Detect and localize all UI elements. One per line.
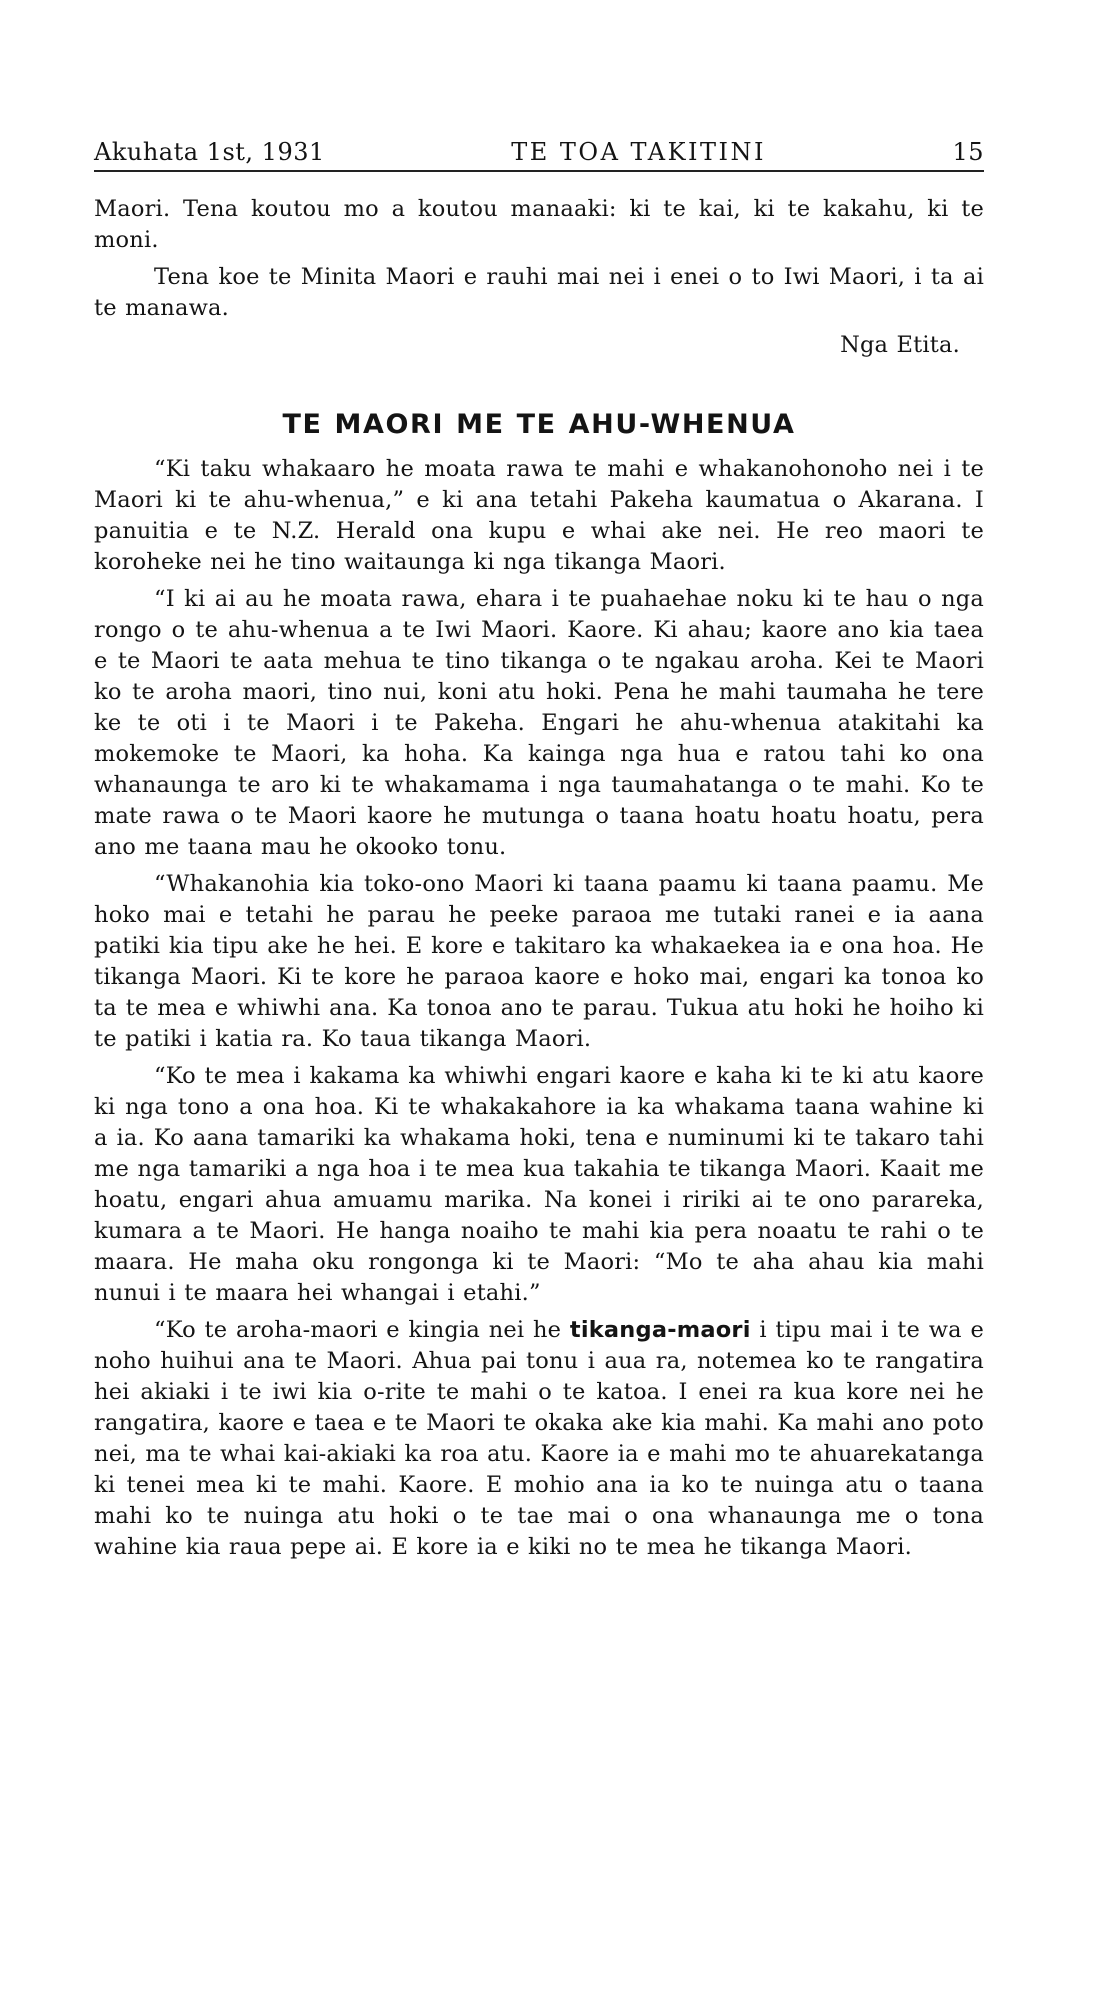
page-body xyxy=(94,194,984,1563)
publication-title: TE TOA TAKITINI xyxy=(511,138,766,166)
article-heading: TE MAORI ME TE AHU-WHENUA xyxy=(282,409,796,440)
intro-paragraph-1: Maori. Tena koutou mo a koutou manaaki: ki te kai, ki te kakahu, ki te moni. xyxy=(94,196,984,253)
article-paragraph-1: “Ki taku whakaaro he moata rawa te mahi e whakanohonoho nei i te Maori ki te ahu-whenua,” e ki ana tetahi Pakeha kaumatua o Akarana. I panuitia e te N.Z. Herald ona kupu e whai ake nei. He reo maori te koroheke nei he tino waitaunga ki nga tikanga Maori. xyxy=(94,456,984,575)
paragraph-5-rest: i tipu mai i te wa e noho huihui ana te Maori. Ahua pai tonu i aua ra, notemea ko te rangatira hei akiaki i te iwi kia o-rite te mahi o te katoa. I enei ra kua kore nei he rangatira, kaore e taea e te Maori te okaka ake kia mahi. Ka mahi ano poto nei, ma te whai kai-akiaki ka roa atu. Kaore ia e mahi mo te ahuarekatanga ki tenei mea ki te mahi. Kaore. E mohio ana ia ko te nuinga atu o taana mahi ko te nuinga atu hoki o te tae mai o ona whanaunga me o tona wahine kia raua pepe ai. E kore ia e kiki no te mea he tikanga Maori. xyxy=(94,1317,984,1560)
bold-term: tikanga-maori xyxy=(569,1317,751,1343)
article-paragraph-5 xyxy=(94,1315,984,1563)
article-paragraph-2: “I ki ai au he moata rawa, ehara i te puahaehae noku ki te hau o nga rongo o te ahu-whenua a te Iwi Maori. Kaore. Ki ahau; kaore ano kia taea e te Maori te aata mehua te tino tikanga o te ngakau aroha. Kei te Maori ko te aroha maori, tino nui, koni atu hoki. Pena he mahi taumaha he tere ke te oti i te Maori i te Pakeha. Engari he ahu-whenua atakitahi ka mokemoke te Maori, ka hoha. Ka kainga nga hua e ratou tahi ko ona whanaunga te aro ki te whakamama i nga taumahatanga o te mahi. Ko te mate rawa o te Maori kaore he mutunga o taana hoatu hoatu hoatu, pera ano me taana mau he okooko tonu. xyxy=(94,586,984,860)
intro-paragraph-2: Tena koe te Minita Maori e rauhi mai nei i enei o to Iwi Maori, i ta ai te manawa. xyxy=(94,264,984,321)
page-number: 15 xyxy=(952,138,984,166)
magazine-page xyxy=(94,138,984,1569)
issue-date: Akuhata 1st, 1931 xyxy=(94,138,325,166)
running-header xyxy=(94,138,984,172)
editors-signoff: Nga Etita. xyxy=(840,332,960,358)
article-paragraph-4: “Ko te mea i kakama ka whiwhi engari kaore e kaha ki te ki atu kaore ki nga tono a ona hoa. Ki te whakakahore ia ka whakama taana wahine ki a ia. Ko aana tamariki ka whakama hoki, tena e numinumi ki te takaro tahi me nga tamariki a nga hoa i te mea kua takahia te tikanga Maori. Kaait me hoatu, engari ahua amuamu marika. Na konei i ririki ai te ono parareka, kumara a te Maori. He hanga noaiho te mahi kia pera noaatu te rahi o te maara. He maha oku rongonga ki te Maori: “Mo te aha ahau kia mahi nunui i te maara hei whangai i etahi.” xyxy=(94,1063,984,1306)
paragraph-5-lead: “Ko te aroha-maori e kingia nei he xyxy=(154,1317,570,1343)
article-paragraph-3: “Whakanohia kia toko-ono Maori ki taana paamu ki taana paamu. Me hoko mai e tetahi he parau he peeke paraoa me tutaki ranei e ia aana patiki kia tipu ake he hei. E kore e takitaro ka whakaekea ia e ona hoa. He tikanga Maori. Ki te kore he paraoa kaore e hoko mai, engari ka tonoa ko ta te mea e whiwhi ana. Ka tonoa ano te parau. Tukua atu hoki he hoiho ki te patiki i katia ra. Ko taua tikanga Maori. xyxy=(94,871,984,1052)
